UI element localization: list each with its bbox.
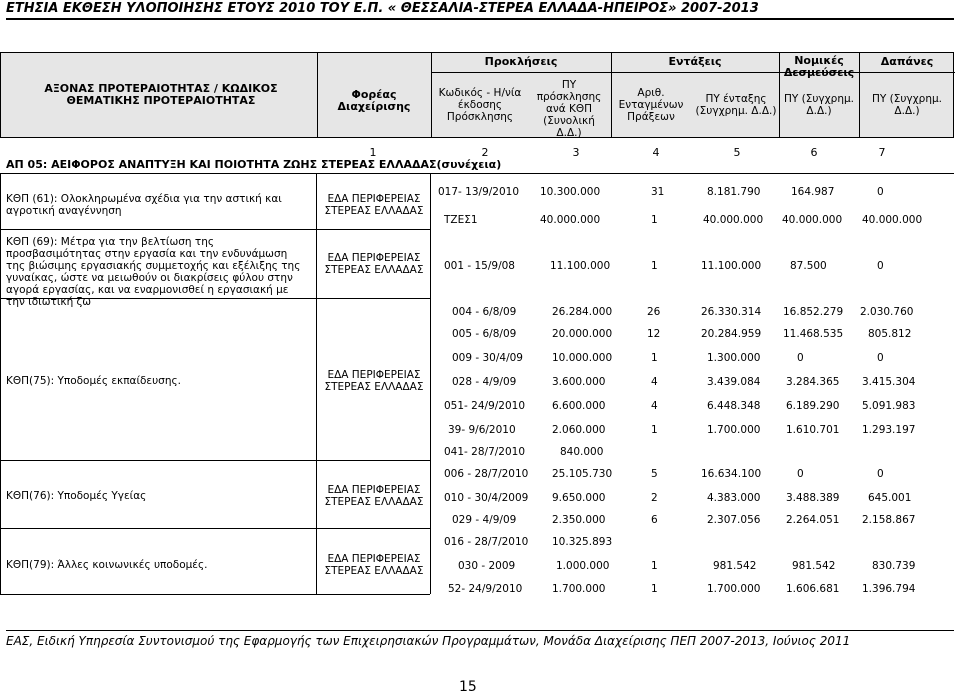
col-divider bbox=[317, 53, 318, 137]
footer-text: ΕΑΣ, Ειδική Υπηρεσία Συντονισμού της Εφαρμογής των Επιχειρησιακών Προγραμμάτων, Μονάδα Διαχείρισης ΠΕΠ 2007-2013, Ιούνιος 2011 bbox=[6, 634, 851, 648]
incl-budget: 16.634.100 bbox=[701, 468, 762, 480]
num-ops: 1 bbox=[651, 583, 658, 595]
call-budget: 6.600.000 bbox=[552, 400, 606, 412]
call-code: 006 - 28/7/2010 bbox=[444, 468, 529, 480]
call-budget-header: ΠΥ πρόσκλησης ανά ΚΘΠ (Συνολική Δ.Δ.) bbox=[536, 79, 602, 139]
incl-budget: 1.700.000 bbox=[707, 583, 761, 595]
group-separator bbox=[0, 460, 430, 461]
call-budget: 40.000.000 bbox=[540, 214, 601, 226]
expenses-header: Δαπάνες bbox=[880, 55, 934, 68]
call-code: 001 - 15/9/08 bbox=[444, 260, 515, 272]
num-ops: 4 bbox=[651, 400, 658, 412]
group-separator bbox=[0, 528, 430, 529]
incl-budget-header: ΠΥ ένταξης (Συγχρημ. Δ.Δ.) bbox=[695, 93, 777, 117]
legal-budget-header: ΠΥ (Συγχρημ. Δ.Δ.) bbox=[783, 93, 855, 117]
num-ops: 4 bbox=[651, 376, 658, 388]
legal-budget: 40.000.000 bbox=[782, 214, 843, 226]
incl-budget: 40.000.000 bbox=[703, 214, 764, 226]
call-budget: 10.300.000 bbox=[540, 186, 601, 198]
agency-cell: ΕΔΑ ΠΕΡΙΦΕΡΕΙΑΣ ΣΤΕΡΕΑΣ ΕΛΛΑΔΑΣ bbox=[324, 553, 424, 577]
category-label: ΚΘΠ (69): Μέτρα για την βελτίωση της προσβασιμότητας στην εργασία και την ενδυνάμωση της βιώσιμης εργασιακής συμμετοχής και εξέλιξης της γυναίκας, ώστε να μειωθούν οι διακρίσεις φύλου στην αγορά εργασίας, και να εναρμονισθεί η εργασιακή με την ιδιωτική ζω bbox=[6, 236, 301, 308]
num-ops: 26 bbox=[647, 306, 661, 318]
num-ops: 31 bbox=[651, 186, 665, 198]
incl-budget: 11.100.000 bbox=[701, 260, 762, 272]
num-ops: 6 bbox=[651, 514, 658, 526]
call-budget: 9.650.000 bbox=[552, 492, 606, 504]
call-code: 010 - 30/4/2009 bbox=[444, 492, 529, 504]
exp-budget: 3.415.304 bbox=[862, 376, 916, 388]
num-ops: 1 bbox=[651, 352, 658, 364]
num-ops: 5 bbox=[651, 468, 658, 480]
incl-budget: 1.300.000 bbox=[707, 352, 761, 364]
agency-header: Φορέας Διαχείρισης bbox=[337, 88, 411, 113]
legal-budget: 87.500 bbox=[790, 260, 827, 272]
exp-budget: 0 bbox=[877, 468, 884, 480]
call-budget: 26.284.000 bbox=[552, 306, 613, 318]
exp-budget: 40.000.000 bbox=[862, 214, 923, 226]
legal-budget: 981.542 bbox=[792, 560, 836, 572]
call-code: 004 - 6/8/09 bbox=[452, 306, 517, 318]
incl-budget: 4.383.000 bbox=[707, 492, 761, 504]
col-number: 6 bbox=[810, 146, 818, 159]
legal-budget: 2.264.051 bbox=[786, 514, 840, 526]
num-ops: 1 bbox=[651, 214, 658, 226]
legal-budget: 164.987 bbox=[791, 186, 835, 198]
table-header bbox=[0, 52, 954, 138]
call-code: 041- 28/7/2010 bbox=[444, 446, 526, 458]
col-number: 1 bbox=[369, 146, 377, 159]
num-ops-header: Αριθ. Ενταγμένων Πράξεων bbox=[618, 87, 684, 123]
exp-budget: 1.396.794 bbox=[862, 583, 916, 595]
legal-budget: 6.189.290 bbox=[786, 400, 840, 412]
category-label: ΚΘΠ(79): Άλλες κοινωνικές υποδομές. bbox=[6, 559, 208, 571]
legal-budget: 1.606.681 bbox=[786, 583, 840, 595]
category-label: ΚΘΠ (61): Ολοκληρωμένα σχέδια για την αστική και αγροτική αναγέννηση bbox=[6, 193, 282, 217]
col-number: 5 bbox=[733, 146, 741, 159]
group-divider bbox=[431, 72, 955, 73]
call-budget: 20.000.000 bbox=[552, 328, 613, 340]
call-budget: 840.000 bbox=[560, 446, 604, 458]
call-code: 030 - 2009 bbox=[458, 560, 516, 572]
axis-divider bbox=[0, 173, 954, 174]
body-border bbox=[0, 174, 1, 594]
incl-budget: 6.448.348 bbox=[707, 400, 761, 412]
col-number: 4 bbox=[652, 146, 660, 159]
num-ops: 2 bbox=[651, 492, 658, 504]
call-budget: 11.100.000 bbox=[550, 260, 611, 272]
axis-code-header: ΑΞΟΝΑΣ ΠΡΟΤΕΡΑΙΟΤΗΤΑΣ / ΚΩΔΙΚΟΣ ΘΕΜΑΤΙΚΗΣ ΠΡΟΤΕΡΑΙΟΤΗΤΑΣ bbox=[44, 82, 278, 107]
category-label: ΚΘΠ(76): Υποδομές Υγείας bbox=[6, 490, 147, 502]
legal-budget: 0 bbox=[797, 468, 804, 480]
exp-budget: 0 bbox=[877, 186, 884, 198]
agency-cell: ΕΔΑ ΠΕΡΙΦΕΡΕΙΑΣ ΣΤΕΡΕΑΣ ΕΛΛΑΔΑΣ bbox=[324, 252, 424, 276]
incl-budget: 3.439.084 bbox=[707, 376, 761, 388]
incl-budget: 26.330.314 bbox=[701, 306, 762, 318]
calls-header: Προκλήσεις bbox=[484, 55, 558, 68]
priority-axis-title: ΑΠ 05: ΑΕΙΦΟΡΟΣ ΑΝΑΠΤΥΞΗ ΚΑΙ ΠΟΙΟΤΗΤΑ ΖΩΗΣ ΣΤΕΡΕΑΣ ΕΛΛΑΔΑΣ(συνέχεια) bbox=[6, 158, 502, 171]
exp-budget: 2.030.760 bbox=[860, 306, 914, 318]
legal-budget: 16.852.279 bbox=[783, 306, 844, 318]
call-code: 017- 13/9/2010 bbox=[438, 186, 520, 198]
exp-budget-header: ΠΥ (Συγχρημ. Δ.Δ.) bbox=[871, 93, 943, 117]
body-divider bbox=[430, 174, 431, 594]
call-budget: 10.325.893 bbox=[552, 536, 613, 548]
agency-cell: ΕΔΑ ΠΕΡΙΦΕΡΕΙΑΣ ΣΤΕΡΕΑΣ ΕΛΛΑΔΑΣ bbox=[324, 484, 424, 508]
call-budget: 25.105.730 bbox=[552, 468, 613, 480]
incl-budget: 1.700.000 bbox=[707, 424, 761, 436]
call-budget: 2.350.000 bbox=[552, 514, 606, 526]
agency-cell: ΕΔΑ ΠΕΡΙΦΕΡΕΙΑΣ ΣΤΕΡΕΑΣ ΕΛΛΑΔΑΣ bbox=[324, 369, 424, 393]
exp-budget: 5.091.983 bbox=[862, 400, 916, 412]
call-code: ΤΖΕΣ1 bbox=[444, 214, 478, 226]
legal-budget: 3.488.389 bbox=[786, 492, 840, 504]
report-title: ΕΤΗΣΙΑ ΕΚΘΕΣΗ ΥΛΟΠΟΙΗΣΗΣ ΕΤΟΥΣ 2010 ΤΟΥ Ε.Π. « ΘΕΣΣΑΛΙΑ-ΣΤΕΡΕΑ ΕΛΛΑΔΑ-ΗΠΕΙΡΟΣ» 2007-2013 bbox=[6, 1, 759, 16]
incl-budget: 20.284.959 bbox=[701, 328, 762, 340]
exp-budget: 830.739 bbox=[872, 560, 916, 572]
call-budget: 1.000.000 bbox=[556, 560, 610, 572]
page-number: 15 bbox=[459, 679, 477, 695]
exp-budget: 805.812 bbox=[868, 328, 912, 340]
num-ops: 12 bbox=[647, 328, 661, 340]
num-ops: 1 bbox=[651, 260, 658, 272]
col-number: 7 bbox=[878, 146, 886, 159]
group-separator bbox=[0, 229, 430, 230]
exp-budget: 0 bbox=[877, 260, 884, 272]
call-budget: 1.700.000 bbox=[552, 583, 606, 595]
call-budget: 10.000.000 bbox=[552, 352, 613, 364]
exp-budget: 0 bbox=[877, 352, 884, 364]
call-budget: 3.600.000 bbox=[552, 376, 606, 388]
call-code: 39- 9/6/2010 bbox=[448, 424, 516, 436]
call-code: 028 - 4/9/09 bbox=[452, 376, 517, 388]
num-ops: 1 bbox=[651, 424, 658, 436]
category-label: ΚΘΠ(75): Υποδομές εκπαίδευσης. bbox=[6, 375, 181, 387]
legal-budget: 0 bbox=[797, 352, 804, 364]
exp-budget: 1.293.197 bbox=[862, 424, 916, 436]
call-code: 016 - 28/7/2010 bbox=[444, 536, 529, 548]
legal-header: Νομικές Δεσμεύσεις bbox=[783, 54, 855, 79]
inclusions-header: Εντάξεις bbox=[668, 55, 722, 68]
exp-budget: 645.001 bbox=[868, 492, 912, 504]
legal-budget: 11.468.535 bbox=[783, 328, 844, 340]
col-number: 3 bbox=[572, 146, 580, 159]
body-divider bbox=[316, 174, 317, 594]
call-code: 009 - 30/4/09 bbox=[452, 352, 523, 364]
incl-budget: 981.542 bbox=[713, 560, 757, 572]
incl-budget: 2.307.056 bbox=[707, 514, 761, 526]
call-code: 051- 24/9/2010 bbox=[444, 400, 526, 412]
num-ops: 1 bbox=[651, 560, 658, 572]
call-budget: 2.060.000 bbox=[552, 424, 606, 436]
call-code: 005 - 6/8/09 bbox=[452, 328, 517, 340]
legal-budget: 1.610.701 bbox=[786, 424, 840, 436]
call-code-header: Κωδικός - Η/νία έκδοσης Πρόσκλησης bbox=[438, 87, 522, 123]
footer-divider bbox=[6, 630, 954, 631]
agency-cell: ΕΔΑ ΠΕΡΙΦΕΡΕΙΑΣ ΣΤΕΡΕΑΣ ΕΛΛΑΔΑΣ bbox=[324, 193, 424, 217]
header-divider bbox=[6, 18, 954, 20]
legal-budget: 3.284.365 bbox=[786, 376, 840, 388]
call-code: 029 - 4/9/09 bbox=[452, 514, 517, 526]
exp-budget: 2.158.867 bbox=[862, 514, 916, 526]
group-separator bbox=[0, 594, 430, 595]
col-number: 2 bbox=[481, 146, 489, 159]
incl-budget: 8.181.790 bbox=[707, 186, 761, 198]
call-code: 52- 24/9/2010 bbox=[448, 583, 523, 595]
